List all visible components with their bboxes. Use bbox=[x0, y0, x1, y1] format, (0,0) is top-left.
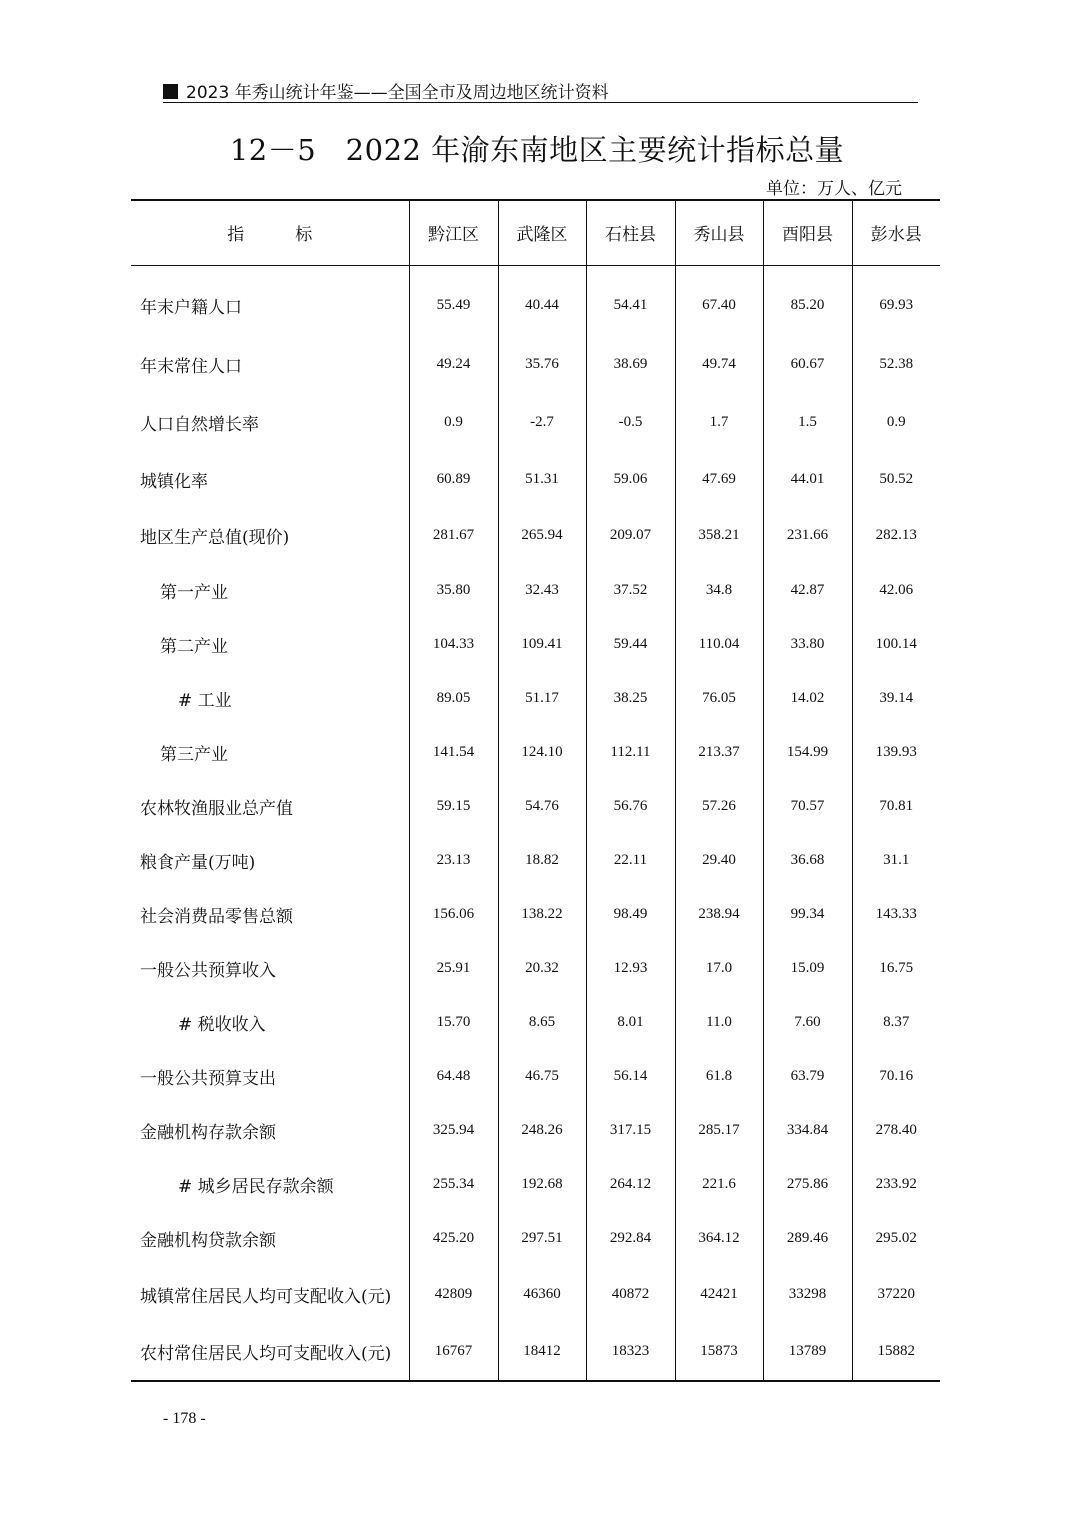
table-cell: 42809 bbox=[409, 1266, 498, 1323]
table-cell: 60.89 bbox=[409, 451, 498, 508]
table-cell: -0.5 bbox=[586, 394, 675, 451]
table-cell: 1.7 bbox=[675, 394, 763, 451]
table-cell: 233.92 bbox=[852, 1158, 940, 1212]
table-cell: 52.38 bbox=[852, 335, 940, 394]
table-cell: 104.33 bbox=[409, 618, 498, 672]
table-cell: 231.66 bbox=[763, 508, 852, 564]
table-cell: 425.20 bbox=[409, 1212, 498, 1266]
table-cell: 141.54 bbox=[409, 726, 498, 780]
column-header-youyang: 酉阳县 bbox=[763, 200, 852, 265]
table-cell: 49.24 bbox=[409, 335, 498, 394]
table-row bbox=[131, 1323, 940, 1381]
table-cell: 38.69 bbox=[586, 335, 675, 394]
table-row bbox=[131, 508, 940, 564]
table-header-row bbox=[131, 200, 940, 265]
table-row bbox=[131, 888, 940, 942]
table-cell: 23.13 bbox=[409, 834, 498, 888]
table-cell: 278.40 bbox=[852, 1104, 940, 1158]
table-cell: 138.22 bbox=[498, 888, 586, 942]
spacer-row bbox=[131, 265, 940, 276]
table-row bbox=[131, 394, 940, 451]
table-cell: 17.0 bbox=[675, 942, 763, 996]
row-label: 粮食产量(万吨) bbox=[140, 853, 256, 873]
table-cell: 51.17 bbox=[498, 672, 586, 726]
table-cell: 22.11 bbox=[586, 834, 675, 888]
row-label: 第三产业 bbox=[160, 745, 228, 765]
table-cell: 98.49 bbox=[586, 888, 675, 942]
table-row bbox=[131, 672, 940, 726]
table-cell: 34.8 bbox=[675, 564, 763, 618]
table-cell: 67.40 bbox=[675, 276, 763, 335]
table-cell: 37220 bbox=[852, 1266, 940, 1323]
row-label: 一般公共预算支出 bbox=[140, 1069, 276, 1089]
table-cell: 265.94 bbox=[498, 508, 586, 564]
table-cell: 285.17 bbox=[675, 1104, 763, 1158]
row-label: 第二产业 bbox=[160, 637, 228, 657]
table-cell: 46360 bbox=[498, 1266, 586, 1323]
table-row bbox=[131, 1158, 940, 1212]
page-title: 12－5 2022 年渝东南地区主要统计指标总量 bbox=[229, 133, 845, 167]
table-cell: 7.60 bbox=[763, 996, 852, 1050]
table-cell: 275.86 bbox=[763, 1158, 852, 1212]
table-cell: 33.80 bbox=[763, 618, 852, 672]
page-number: - 178 - bbox=[163, 1410, 206, 1427]
table-cell: 295.02 bbox=[852, 1212, 940, 1266]
table-cell: 100.14 bbox=[852, 618, 940, 672]
table-cell: 50.52 bbox=[852, 451, 940, 508]
table-cell: 154.99 bbox=[763, 726, 852, 780]
table-cell: 33298 bbox=[763, 1266, 852, 1323]
table-cell: 110.04 bbox=[675, 618, 763, 672]
table-cell: 29.40 bbox=[675, 834, 763, 888]
table-cell: 281.67 bbox=[409, 508, 498, 564]
row-label: 一般公共预算收入 bbox=[140, 961, 276, 981]
table-cell: 47.69 bbox=[675, 451, 763, 508]
table-cell: 46.75 bbox=[498, 1050, 586, 1104]
table-cell: 334.84 bbox=[763, 1104, 852, 1158]
row-label: 金融机构存款余额 bbox=[140, 1123, 276, 1143]
table-cell: 264.12 bbox=[586, 1158, 675, 1212]
table-cell: 221.6 bbox=[675, 1158, 763, 1212]
table-cell: 8.65 bbox=[498, 996, 586, 1050]
table-cell: 70.81 bbox=[852, 780, 940, 834]
table-cell: 64.48 bbox=[409, 1050, 498, 1104]
table-cell: 156.06 bbox=[409, 888, 498, 942]
row-label: 农林牧渔服业总产值 bbox=[140, 799, 293, 819]
table-cell: 15873 bbox=[675, 1323, 763, 1381]
table-cell: 18.82 bbox=[498, 834, 586, 888]
table-cell: 59.15 bbox=[409, 780, 498, 834]
table-cell: 14.02 bbox=[763, 672, 852, 726]
table-cell: 124.10 bbox=[498, 726, 586, 780]
table-cell: 282.13 bbox=[852, 508, 940, 564]
table-row bbox=[131, 618, 940, 672]
row-label: # 城乡居民存款余额 bbox=[178, 1177, 334, 1197]
table-cell: 69.93 bbox=[852, 276, 940, 335]
table-row bbox=[131, 1266, 940, 1323]
column-header-wulong: 武隆区 bbox=[498, 200, 586, 265]
table-cell: 16.75 bbox=[852, 942, 940, 996]
table-cell: 40872 bbox=[586, 1266, 675, 1323]
table-cell: 289.46 bbox=[763, 1212, 852, 1266]
table-cell: 12.93 bbox=[586, 942, 675, 996]
table-cell: 20.32 bbox=[498, 942, 586, 996]
table-cell: 238.94 bbox=[675, 888, 763, 942]
table-cell: 59.44 bbox=[586, 618, 675, 672]
table-cell: 35.80 bbox=[409, 564, 498, 618]
table-cell: 42421 bbox=[675, 1266, 763, 1323]
table-cell: 358.21 bbox=[675, 508, 763, 564]
table-cell: 109.41 bbox=[498, 618, 586, 672]
header-rule bbox=[163, 102, 918, 103]
table-cell: 143.33 bbox=[852, 888, 940, 942]
table-cell: 31.1 bbox=[852, 834, 940, 888]
table-row bbox=[131, 1104, 940, 1158]
table-cell: 11.0 bbox=[675, 996, 763, 1050]
table-cell: 60.67 bbox=[763, 335, 852, 394]
table-cell: 35.76 bbox=[498, 335, 586, 394]
column-header-qianjiang: 黔江区 bbox=[409, 200, 498, 265]
table-row bbox=[131, 942, 940, 996]
column-header-xiushan: 秀山县 bbox=[675, 200, 763, 265]
row-label: 农村常住居民人均可支配收入(元) bbox=[131, 1323, 409, 1381]
row-label: 人口自然增长率 bbox=[140, 414, 259, 435]
table-cell: 85.20 bbox=[763, 276, 852, 335]
table-cell: 112.11 bbox=[586, 726, 675, 780]
table-cell: 59.06 bbox=[586, 451, 675, 508]
table-cell: 32.43 bbox=[498, 564, 586, 618]
row-label: 金融机构贷款余额 bbox=[140, 1231, 276, 1251]
table-cell: 248.26 bbox=[498, 1104, 586, 1158]
table-cell: 15.09 bbox=[763, 942, 852, 996]
square-bullet-icon bbox=[163, 84, 178, 99]
table-cell: 38.25 bbox=[586, 672, 675, 726]
table-cell: 8.37 bbox=[852, 996, 940, 1050]
table-cell: 57.26 bbox=[675, 780, 763, 834]
indicator-column-header: 指 标 bbox=[131, 200, 409, 265]
table-cell: 40.44 bbox=[498, 276, 586, 335]
table-row bbox=[131, 1050, 940, 1104]
row-label: 地区生产总值(现价) bbox=[140, 528, 290, 548]
row-label: 城镇化率 bbox=[140, 471, 208, 492]
table-row bbox=[131, 564, 940, 618]
table-cell: 42.87 bbox=[763, 564, 852, 618]
table-cell: -2.7 bbox=[498, 394, 586, 451]
table-row bbox=[131, 780, 940, 834]
table-cell: 15.70 bbox=[409, 996, 498, 1050]
row-label: 年末户籍人口 bbox=[140, 297, 242, 318]
table-row bbox=[131, 1212, 940, 1266]
column-header-shizhu: 石柱县 bbox=[586, 200, 675, 265]
row-label: 社会消费品零售总额 bbox=[140, 907, 293, 927]
table-cell: 36.68 bbox=[763, 834, 852, 888]
row-label: 城镇常住居民人均可支配收入(元) bbox=[140, 1286, 392, 1307]
table-cell: 0.9 bbox=[409, 394, 498, 451]
table-cell: 364.12 bbox=[675, 1212, 763, 1266]
table-cell: 325.94 bbox=[409, 1104, 498, 1158]
table-cell: 70.57 bbox=[763, 780, 852, 834]
table-row bbox=[131, 996, 940, 1050]
table-row bbox=[131, 726, 940, 780]
table-cell: 55.49 bbox=[409, 276, 498, 335]
table-cell: 139.93 bbox=[852, 726, 940, 780]
table-row bbox=[131, 276, 940, 335]
table-cell: 255.34 bbox=[409, 1158, 498, 1212]
row-label: # 税收收入 bbox=[178, 1015, 266, 1035]
row-label: 年末常住人口 bbox=[140, 356, 242, 377]
table-cell: 213.37 bbox=[675, 726, 763, 780]
running-header bbox=[163, 78, 918, 103]
table-cell: 16767 bbox=[409, 1323, 498, 1381]
table-cell: 13789 bbox=[763, 1323, 852, 1381]
table-row bbox=[131, 335, 940, 394]
table-cell: 56.14 bbox=[586, 1050, 675, 1104]
table-cell: 70.16 bbox=[852, 1050, 940, 1104]
table-cell: 39.14 bbox=[852, 672, 940, 726]
table-cell: 49.74 bbox=[675, 335, 763, 394]
unit-note: 单位：万人、亿元 bbox=[766, 179, 902, 199]
table-row bbox=[131, 451, 940, 508]
table-body bbox=[131, 265, 940, 1381]
table-cell: 89.05 bbox=[409, 672, 498, 726]
table-cell: 56.76 bbox=[586, 780, 675, 834]
table-cell: 209.07 bbox=[586, 508, 675, 564]
table-cell: 44.01 bbox=[763, 451, 852, 508]
table-cell: 18412 bbox=[498, 1323, 586, 1381]
table-cell: 54.76 bbox=[498, 780, 586, 834]
running-header-text: 2023 年秀山统计年鉴——全国全市及周边地区统计资料 bbox=[186, 83, 609, 103]
table-cell: 8.01 bbox=[586, 996, 675, 1050]
column-header-pengshui: 彭水县 bbox=[852, 200, 940, 265]
table-cell: 297.51 bbox=[498, 1212, 586, 1266]
row-label: # 工业 bbox=[178, 691, 232, 711]
row-label: 第一产业 bbox=[160, 583, 228, 603]
statistics-table bbox=[131, 199, 940, 1382]
table-cell: 0.9 bbox=[852, 394, 940, 451]
table-cell: 42.06 bbox=[852, 564, 940, 618]
table-cell: 54.41 bbox=[586, 276, 675, 335]
table-cell: 25.91 bbox=[409, 942, 498, 996]
table-cell: 1.5 bbox=[763, 394, 852, 451]
table-cell: 63.79 bbox=[763, 1050, 852, 1104]
table-cell: 76.05 bbox=[675, 672, 763, 726]
table-cell: 61.8 bbox=[675, 1050, 763, 1104]
table-cell: 15882 bbox=[852, 1323, 940, 1381]
table-cell: 18323 bbox=[586, 1323, 675, 1381]
table-cell: 317.15 bbox=[586, 1104, 675, 1158]
table-cell: 37.52 bbox=[586, 564, 675, 618]
table-cell: 99.34 bbox=[763, 888, 852, 942]
table-cell: 192.68 bbox=[498, 1158, 586, 1212]
table-row bbox=[131, 834, 940, 888]
table-cell: 292.84 bbox=[586, 1212, 675, 1266]
table-cell: 51.31 bbox=[498, 451, 586, 508]
